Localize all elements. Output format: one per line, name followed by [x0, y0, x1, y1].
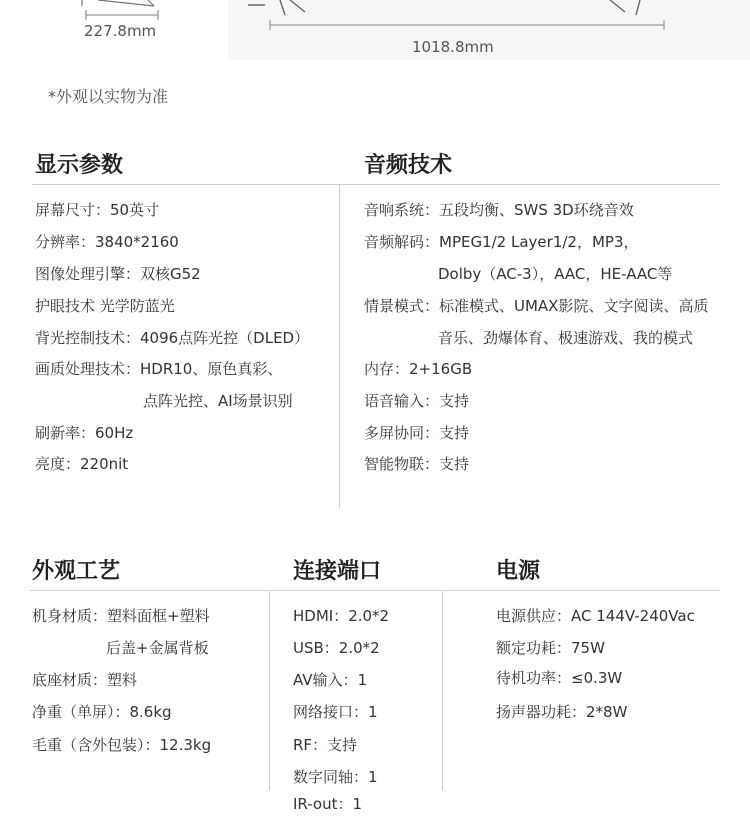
power-heading: 电源: [496, 559, 541, 584]
column-divider-top: [339, 184, 340, 508]
column-divider-left: [269, 590, 270, 790]
list-item: 音响系统：五段均衡、SWS 3D环绕音效: [364, 201, 634, 219]
depth-dimension-line: [86, 10, 158, 20]
list-item: 内存：2+16GB: [364, 360, 473, 378]
list-item: 多屏协同：支持: [364, 424, 470, 442]
appearance-disclaimer: *外观以实物为准: [48, 87, 169, 106]
appearance-heading: 外观工艺: [32, 559, 121, 584]
section-divider-bottom: [30, 590, 720, 591]
list-item: 亮度：220nit: [35, 455, 129, 473]
list-item: IR-out：1: [293, 795, 363, 813]
section-divider-top: [32, 184, 720, 185]
list-item: 扬声器功耗：2*8W: [496, 703, 628, 721]
display-params-heading: 显示参数: [35, 153, 124, 178]
list-item: 分辨率：3840*2160: [35, 233, 179, 251]
list-item: 净重（单屏）：8.6kg: [32, 703, 172, 721]
list-item: 护眼技术 光学防蓝光: [35, 297, 175, 315]
depth-dimension-label: 227.8mm: [84, 22, 157, 40]
list-item: 点阵光控、AI场景识别: [143, 392, 293, 410]
list-item: 背光控制技术：4096点阵光控（DLED）: [35, 329, 310, 347]
list-item: 毛重（含外包装）：12.3kg: [32, 736, 212, 754]
list-item: AV输入：1: [293, 671, 368, 689]
list-item: 画质处理技术：HDR10、原色真彩、: [35, 360, 283, 378]
list-item: 网络接口：1: [293, 703, 378, 721]
list-item: 电源供应：AC 144V-240Vac: [496, 607, 695, 625]
list-item: 机身材质：塑料面框+塑料: [32, 607, 210, 625]
list-item: RF：支持: [293, 736, 358, 754]
list-item: 数字同轴：1: [293, 768, 378, 786]
list-item: Dolby（AC-3），AAC，HE-AAC等: [438, 265, 673, 283]
list-item: 刷新率：60Hz: [35, 424, 134, 442]
list-item: 音乐、劲爆体育、极速游戏、我的模式: [438, 329, 694, 347]
list-item: HDMI：2.0*2: [293, 607, 390, 625]
list-item: 音频解码：MPEG1/2 Layer1/2，MP3，: [364, 233, 639, 251]
list-item: 底座材质：塑料: [32, 671, 138, 689]
column-divider-right: [442, 590, 443, 790]
list-item: 待机功率：≤0.3W: [496, 669, 623, 687]
list-item: 情景模式：标准模式、UMAX影院、文字阅读、高质: [364, 297, 709, 315]
list-item: USB：2.0*2: [293, 639, 380, 657]
list-item: 屏幕尺寸：50英寸: [35, 201, 160, 219]
ports-heading: 连接端口: [293, 559, 382, 584]
list-item: 额定功耗：75W: [496, 639, 605, 657]
stand-side-view: [82, 0, 154, 6]
width-dimension-label: 1018.8mm: [412, 38, 494, 56]
list-item: 语音输入：支持: [364, 392, 470, 410]
audio-tech-heading: 音频技术: [364, 153, 453, 178]
list-item: 后盖+金属背板: [106, 639, 209, 657]
list-item: 图像处理引擎：双核G52: [35, 265, 201, 283]
list-item: 智能物联：支持: [364, 455, 470, 473]
